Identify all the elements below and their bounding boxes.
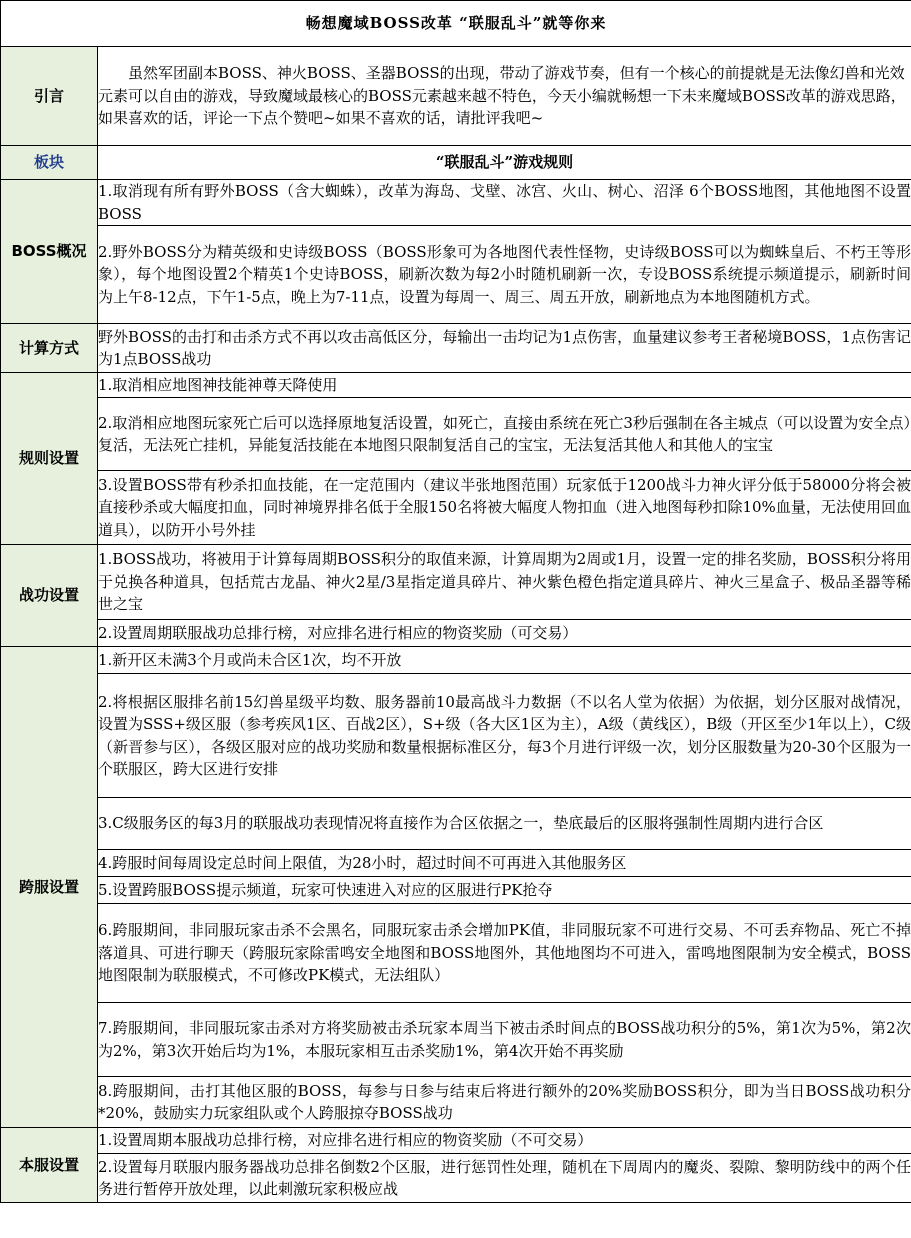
section-row [1,324,911,373]
section-label-calculation: 计算方式 [1,324,98,373]
rule-text: 3.C级服务区的每3月的联服战功表现情况将直接作为合区依据之一，垫底最后的区服将强制性周期内进行合区 [98,814,824,833]
section-row [1,1154,911,1203]
rule-cell [98,226,911,324]
rule-text: 2.设置每月联服内服务器战功总排名倒数2个区服，进行惩罚性处理，随机在下周周内的魔炎、裂隙、黎明防线中的两个任务进行暂停开放处理，以此刺激玩家积极应战 [98,1157,911,1198]
rule-text: 7.跨服期间，非同服玩家击杀对方将奖励被击杀玩家本周当下被击杀时间点的BOSS战功积分的5%，第1次为5%，第2次为2%，第3次开始后均为1%，本服玩家相互击杀奖励1%，第4次开始不再奖励 [98,1019,911,1060]
section-label-rules: 规则设置 [1,373,98,545]
section-row [1,471,911,545]
section-row [1,647,911,674]
rule-text: 1.设置周期本服战功总排行榜，对应排名进行相应的物资奖励（不可交易） [98,1131,593,1150]
header-label: 板块 [1,146,98,180]
rule-cell [98,877,911,904]
rule-text: 4.跨服时间每周设定总时间上限值，为28小时，超过时间不可再进入其他服务区 [98,853,627,872]
section-row [1,180,911,226]
rule-cell [98,904,911,1003]
rule-text: 2.设置周期联服战功总排行榜，对应排名进行相应的物资奖励（可交易） [98,623,578,642]
header-title: “联服乱斗”游戏规则 [98,146,911,180]
section-row [1,674,911,798]
rule-cell [98,798,911,850]
rule-text: 1.取消相应地图神技能神尊天降使用 [98,375,338,394]
rule-cell [98,1128,911,1154]
intro-cell [98,47,911,146]
rule-cell [98,471,911,545]
rule-cell [98,1154,911,1203]
rule-text: 2.取消相应地图玩家死亡后可以选择原地复活设置，如死亡，直接由系统在死亡3秒后强制在各主城点（可以设置为安全点）复活，无法死亡挂机，异能复活技能在本地图只限制复活自己的宝宝，无法复活其他人和其他人的宝宝 [98,413,911,454]
rule-cell [98,674,911,798]
rule-text: 3.设置BOSS带有秒杀扣血技能，在一定范围内（建议半张地图范围）玩家低于1200战斗力神火评分低于58000分将会被直接秒杀或大幅度扣血，同时神境界排名低于全服150名将被大幅度人物扣血（进入地图每秒扣除10%血量，无法使用回血道具），以防开小号外挂 [98,475,911,539]
rule-cell [98,545,911,620]
page-title: 畅想魔域BOSS改革 “联服乱斗”就等你来 [1,1,911,47]
rule-text: 2.将根据区服排名前15幻兽星级平均数、服务器前10最高战斗力数据（不以名人堂为依据）为依据，划分区服对战情况，设置为SSS+级区服（参考疾风1区、百战2区），S+级（各大区1区为主），A级（黄线区），B级（开区至少1年以上），C级（新晋参与区），各级区服对应的战功奖励和数量根据标准区分，每3个月进行评级一次，划分区服数量为20-30个区服为一个联服区，跨大区进行安排 [98,692,911,778]
section-row [1,373,911,398]
section-label-merit: 战功设置 [1,545,98,647]
section-row [1,226,911,324]
section-row [1,904,911,1003]
section-label-boss-overview: BOSS概况 [1,180,98,324]
rule-cell [98,1077,911,1128]
section-label-home-server: 本服设置 [1,1128,98,1203]
section-row [1,877,911,904]
intro-text: 虽然军团副本BOSS、神火BOSS、圣器BOSS的出现，带动了游戏节奏，但有一个核心的前提就是无法像幻兽和光效元素可以自由的游戏，导致魔域最核心的BOSS元素越来越不特色，今天小编就畅想一下未来魔域BOSS改革的游戏思路，如果喜欢的话，评论一下点个赞吧~如果不喜欢的话，请批评我吧~ [98,64,906,128]
rule-cell [98,1003,911,1077]
rule-text: 野外BOSS的击打和击杀方式不再以攻击高低区分，每输出一击均记为1点伤害，血量建议参考王者秘境BOSS，1点伤害记为1点BOSS战功 [98,327,911,368]
rule-cell [98,647,911,674]
section-row [1,398,911,471]
rule-cell [98,180,911,226]
rule-text: 1.取消现有所有野外BOSS（含大蜘蛛），改革为海岛、戈壁、冰宫、火山、树心、沼泽 6个BOSS地图，其他地图不设置BOSS [98,182,911,223]
title-row [1,1,911,47]
section-row [1,545,911,620]
rule-text: 8.跨服期间，击打其他区服的BOSS，每参与日参与结束后将进行额外的20%奖励BOSS积分，即为当日BOSS战功积分*20%，鼓励实力玩家组队或个人跨服掠夺BOSS战功 [98,1081,911,1122]
section-row [1,620,911,647]
rule-cell [98,373,911,398]
header-row [1,146,911,180]
section-label-cross-server: 跨服设置 [1,647,98,1128]
section-row [1,850,911,877]
section-row [1,798,911,850]
rule-text: 6.跨服期间，非同服玩家击杀不会黑名，同服玩家击杀会增加PK值，非同服玩家不可进行交易、不可丢弃物品、死亡不掉落道具、可进行聊天（跨服玩家除雷鸣安全地图和BOSS地图外，其他地图均不可进入，雷鸣地图限制为安全模式，BOSS地图限制为联服模式，不可修改PK模式，无法组队） [98,921,911,985]
rule-cell [98,620,911,647]
section-row [1,1128,911,1154]
rule-cell [98,398,911,471]
intro-label: 引言 [1,47,98,146]
rule-cell [98,324,911,373]
section-row [1,1003,911,1077]
section-row [1,1077,911,1128]
rule-text: 1.BOSS战功，将被用于计算每周期BOSS积分的取值来源，计算周期为2周或1月，设置一定的排名奖励，BOSS积分将用于兑换各种道具，包括荒古龙晶、神火2星/3星指定道具碎片、神火紫色橙色指定道具碎片、神火三星盒子、极品圣器等稀世之宝 [98,550,911,614]
rule-text: 1.新开区未满3个月或尚未合区1次，均不开放 [98,650,402,669]
rule-text: 2.野外BOSS分为精英级和史诗级BOSS（BOSS形象可为各地图代表性怪物，史诗级BOSS可以为蜘蛛皇后、不朽王等形象），每个地图设置2个精英1个史诗BOSS，刷新次数为每2小时随机刷新一次，专设BOSS系统提示频道提示，刷新时间为上午8-12点，下午1-5点，晚上为7-11点，设置为每周一、周三、周五开放，刷新地点为本地图随机方式。 [98,242,911,306]
rule-cell [98,850,911,877]
intro-row [1,47,911,146]
rule-text: 5.设置跨服BOSS提示频道，玩家可快速进入对应的区服进行PK抢夺 [98,880,553,899]
